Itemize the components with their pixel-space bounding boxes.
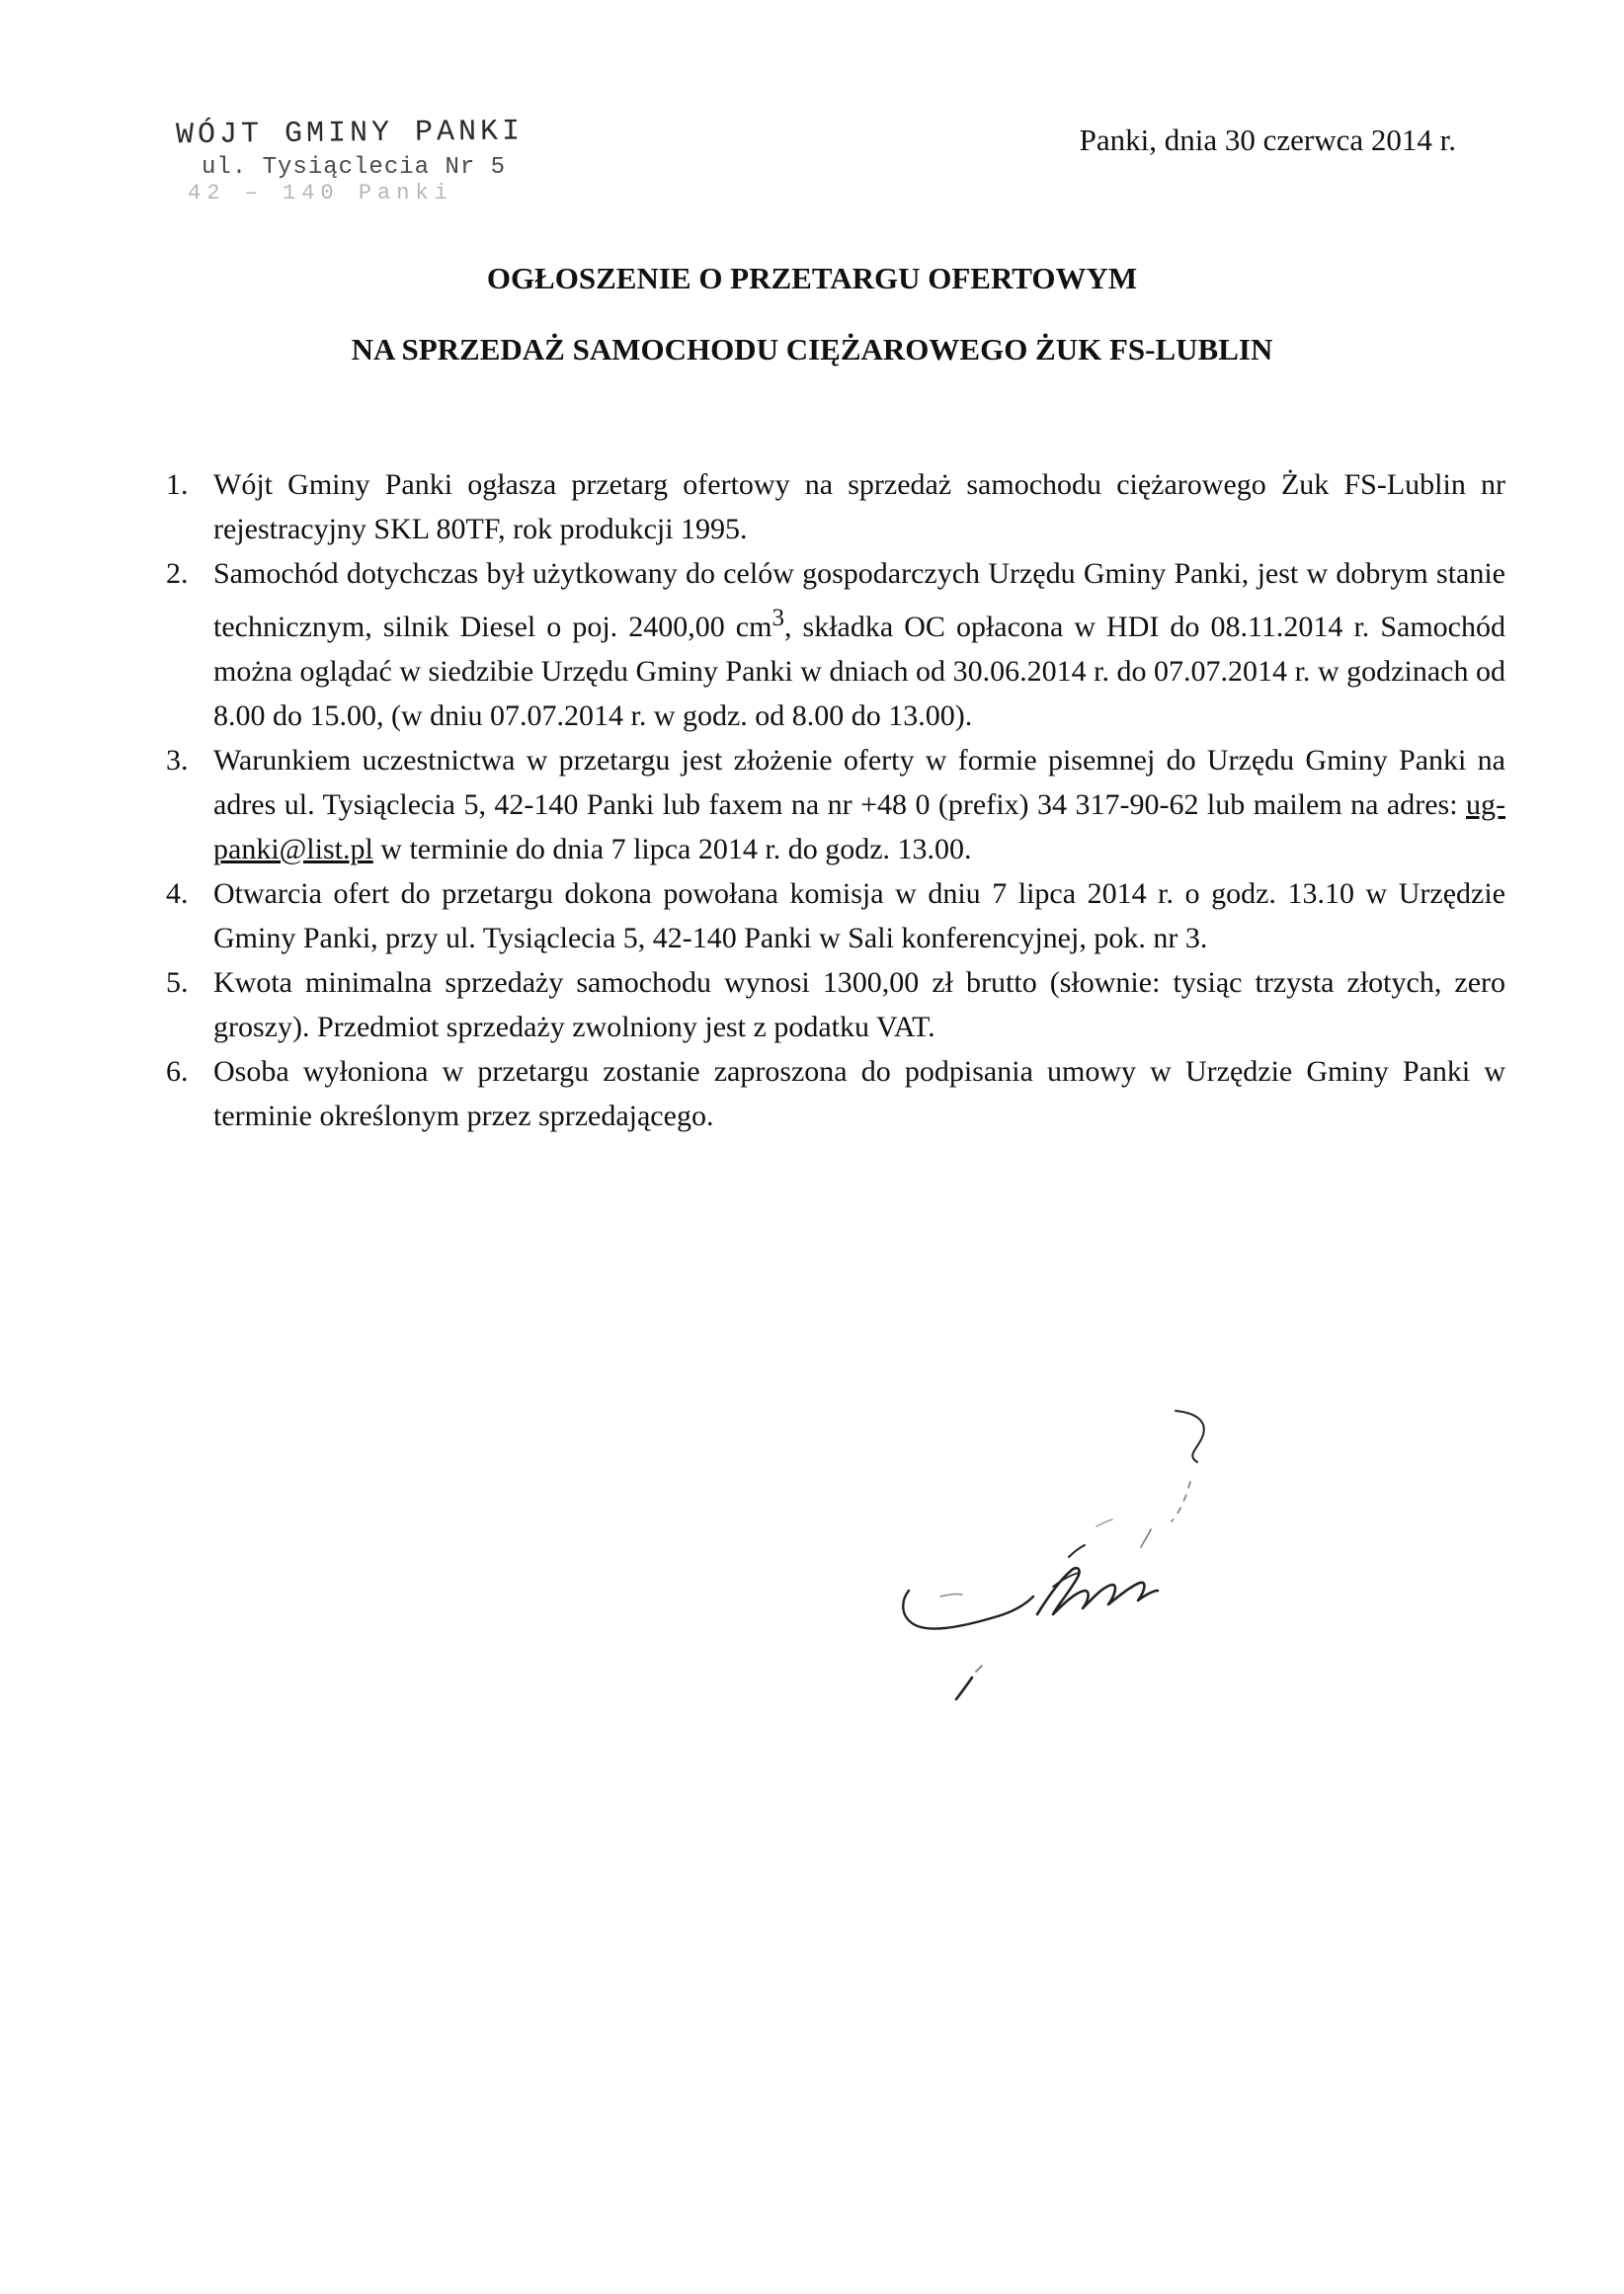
item-text-part: Samochód dotychczas był użytkowany do celów gospodarczych Urzędu Gminy Panki, jest w dobrym stanie technicznym, silnik Diesel o poj. 2400,00 cm <box>213 557 1505 643</box>
item-text <box>213 744 1505 865</box>
item-number: 1. <box>166 468 189 501</box>
superscript: 3 <box>771 605 784 631</box>
document-title-line2: NA SPRZEDAŻ SAMOCHODU CIĘŻAROWEGO ŻUK FS-LUBLIN <box>351 332 1273 367</box>
list-item <box>166 871 1505 960</box>
list-item <box>166 738 1505 871</box>
item-text: Wójt Gminy Panki ogłasza przetarg ofertowy na sprzedaż samochodu ciężarowego Żuk FS-Lublin nr rejestracyjny SKL 80TF, rok produkcji 1995. <box>213 468 1505 545</box>
office-stamp <box>176 117 591 205</box>
announcement-items <box>166 462 1505 1138</box>
item-text-part: , składka OC opłacona w HDI do 08.11.2014 r. Samochód można oglądać w siedzibie Urzędu Gminy Panki w dniach od 30.06.2014 r. do 07.07.2014 r. w godzinach od 8.00 do 15.00, (w dniu 07.07.2014 r. w godz. od 8.00 do 13.00). <box>213 611 1505 732</box>
email-link[interactable]: ug-panki@list.pl <box>213 788 1505 865</box>
item-number: 2. <box>166 557 189 590</box>
item-number: 5. <box>166 966 189 999</box>
item-text: Otwarcia ofert do przetargu dokona powołana komisja w dniu 7 lipca 2014 r. o godz. 13.10 w Urzędzie Gminy Panki, przy ul. Tysiąclecia 5, 42-140 Panki w Sali konferencyjnej, pok. nr 3. <box>213 877 1505 954</box>
item-text <box>213 557 1505 732</box>
handwritten-signature-icon <box>889 1403 1264 1719</box>
item-text-part: Warunkiem uczestnictwa w przetargu jest złożenie oferty w formie pisemnej do Urzędu Gminy Panki na adres ul. Tysiąclecia 5, 42-140 Panki lub faxem na nr +48 0 (prefix) 34 317-90-62 lub mailem na adres: <box>213 744 1505 821</box>
item-text: Kwota minimalna sprzedaży samochodu wynosi 1300,00 zł brutto (słownie: tysiąc trzysta złotych, zero groszy). Przedmiot sprzedaży zwolniony jest z podatku VAT. <box>213 966 1505 1043</box>
item-number: 3. <box>166 744 189 777</box>
list-item <box>166 960 1505 1049</box>
list-item <box>166 1049 1505 1138</box>
item-number: 6. <box>166 1055 189 1088</box>
list-item <box>166 462 1505 551</box>
document-date: Panki, dnia 30 czerwca 2014 r. <box>1079 123 1456 157</box>
document-title-line1: OGŁOSZENIE O PRZETARGU OFERTOWYM <box>486 261 1138 295</box>
list-item <box>166 551 1505 738</box>
item-text: Osoba wyłoniona w przetargu zostanie zaproszona do podpisania umowy w Urzędzie Gminy Panki w terminie określonym przez sprzedającego. <box>213 1055 1505 1132</box>
item-text-part: w terminie do dnia 7 lipca 2014 r. do godz. 13.00. <box>372 833 972 865</box>
item-number: 4. <box>166 877 189 910</box>
stamp-postal: 42 – 140 Panki <box>188 181 453 205</box>
stamp-office-name: WÓJT GMINY PANKI <box>175 115 525 153</box>
stamp-street: ul. Tysiąclecia Nr 5 <box>202 154 507 181</box>
